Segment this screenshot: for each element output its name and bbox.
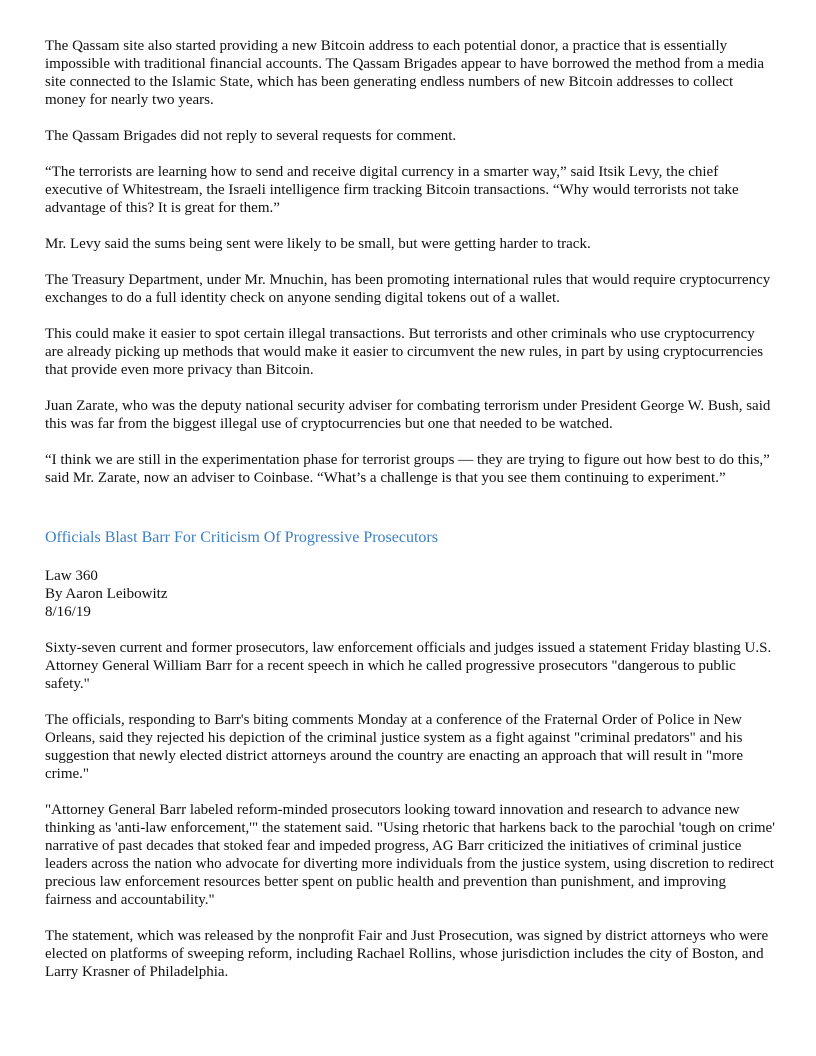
paragraph: The statement, which was released by the nonprofit Fair and Just Prosecution, was signed by district attorneys who were elected on platforms of sweeping reform, including Rachael Rollins, whose jurisdiction includes the city of Boston, and Larry Krasner of Philadelphia.: [45, 928, 769, 980]
article-byline: By Aaron Leibowitz: [45, 586, 168, 602]
first-article-body: [45, 37, 776, 487]
paragraph: "Attorney General Barr labeled reform-minded prosecutors looking toward innovation and research to advance new thinking as 'anti-law enforcement,'" the statement said. "Using rhetoric that harkens back to the parochial 'tough on crime' narrative of past decades that stoked fear and impeded progress, AG Barr criticized the initiatives of criminal justice leaders across the nation who advocate for diverting more individuals from the justice system, using discretion to redirect precious law enforcement resources better spent on public health and prevention than punishment, and improving fairness and accountability.": [45, 802, 775, 908]
article-source: Law 360: [45, 568, 98, 584]
paragraph: The Qassam Brigades did not reply to several requests for comment.: [45, 128, 457, 144]
article-meta: [45, 567, 776, 621]
paragraph: The Qassam site also started providing a new Bitcoin address to each potential donor, a practice that is essentially impossible with traditional financial accounts. The Qassam Brigades appear to have borrowed the method from a media site connected to the Islamic State, which has been generating endless numbers of new Bitcoin addresses to collect money for nearly two years.: [45, 38, 765, 108]
paragraph: Mr. Levy said the sums being sent were likely to be small, but were getting harder to track.: [45, 236, 591, 252]
paragraph: The Treasury Department, under Mr. Mnuchin, has been promoting international rules that would require cryptocurrency exchanges to do a full identity check on anyone sending digital tokens out of a wallet.: [45, 272, 771, 306]
paragraph: The officials, responding to Barr's biting comments Monday at a conference of the Fraternal Order of Police in New Orleans, said they rejected his depiction of the criminal justice system as a fight against "criminal predators" and his suggestion that newly elected district attorneys around the country are enacting an approach that will result in "more crime.": [45, 712, 743, 782]
paragraph: “I think we are still in the experimentation phase for terrorist groups — they are trying to figure out how best to do this,” said Mr. Zarate, now an adviser to Coinbase. “What’s a challenge is that you see them continuing to experiment.”: [45, 452, 770, 486]
paragraph: “The terrorists are learning how to send and receive digital currency in a smarter way,” said Itsik Levy, the chief executive of Whitestream, the Israeli intelligence firm tracking Bitcoin transactions. “Why would terrorists not take advantage of this? It is great for them.”: [45, 164, 739, 216]
paragraph: Sixty-seven current and former prosecutors, law enforcement officials and judges issued a statement Friday blasting U.S. Attorney General William Barr for a recent speech in which he called progressive prosecutors "dangerous to public safety.": [45, 640, 772, 692]
article-headline-link[interactable]: Officials Blast Barr For Criticism Of Progressive Prosecutors: [45, 529, 438, 546]
article-date: 8/16/19: [45, 604, 91, 620]
second-article-body: [45, 639, 776, 981]
paragraph: This could make it easier to spot certain illegal transactions. But terrorists and other criminals who use cryptocurrency are already picking up methods that would make it easier to circumvent the new rules, in part by using cryptocurrencies that provide even more privacy than Bitcoin.: [45, 326, 764, 378]
paragraph: Juan Zarate, who was the deputy national security adviser for combating terrorism under President George W. Bush, said this was far from the biggest illegal use of cryptocurrencies but one that needed to be watched.: [45, 398, 771, 432]
